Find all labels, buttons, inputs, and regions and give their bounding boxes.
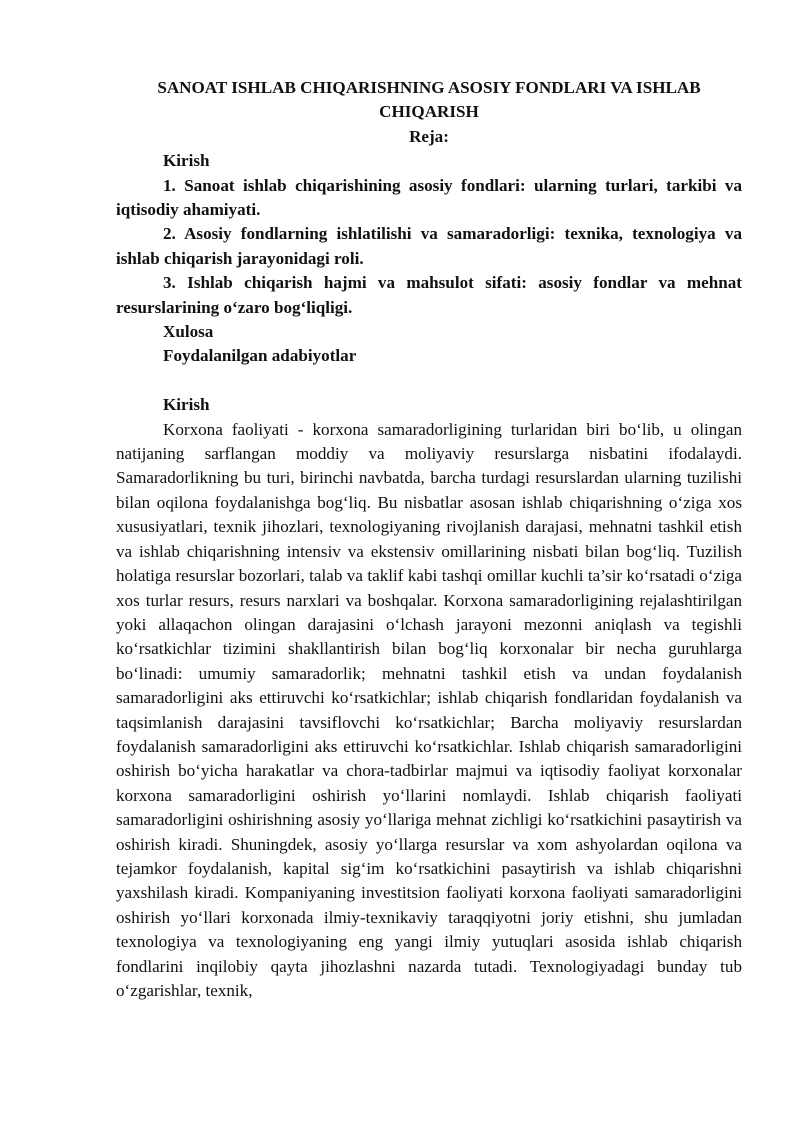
plan-item-conclusion: Xulosa <box>163 322 214 342</box>
section-heading: Kirish <box>163 395 210 415</box>
plan-item-references: Foydalanilgan adabiyotlar <box>163 346 357 366</box>
plan-heading: Reja: <box>409 126 449 146</box>
document-title: SANOAT ISHLAB CHIQARISHNING ASOSIY FONDLARI VA ISHLAB CHIQARISH <box>157 78 701 122</box>
section-paragraph: Korxona faoliyati - korxona samaradorligining turlaridan biri bo‘lib, u olingan natijaning sarflangan moddiy va moliyaviy resurslarga nisbatini ifodalaydi. Samaradorlikning bu turi, birinchi navbatda, barcha turdagi resurslardan ularning tuzilishi bilan oqilona foydalanishga bog‘liq. Bu nisbatlar asosan ishlab chiqarishning o‘ziga xos xususiyatlari, texnik jihozlari, texnologiyaning rivojlanish darajasi, mehnatni tashkil etish va ishlab chiqarishning intensiv va ekstensiv omillarining nisbati bilan bog‘liq. Tuzilish holatiga resurslar bozorlari, talab va taklif kabi tashqi omillar kuchli ta’sir ko‘rsatadi o‘ziga xos turlar resurs, resurs narxlari va boshqalar. Korxona samaradorligining rejalashtirilgan yoki allaqachon olingan darajasini o‘lchash jarayoni mezonni aniqlash va tegishli ko‘rsatkichlar tizimini shakllantirish bilan bog‘liq korxonalar bir necha guruhlarga bo‘linadi: umumiy samaradorlik; mehnatni tashkil etish va undan foydalanish samaradorligini aks ettiruvchi ko‘rsatkichlar; ishlab chiqarish fondlaridan foydalanish va taqsimlanish darajasini tavsiflovchi ko‘rsatkichlar; Barcha moliyaviy resurslardan foydalanish samaradorligini aks ettiruvchi ko‘rsatkichlar. Ishlab chiqarish samaradorligini oshirish bo‘yicha harakatlar va chora-tadbirlar majmui va iqtisodiy faoliyat korxonalar korxona samaradorligini oshirish yo‘llarini nomlaydi. Ishlab chiqarish faoliyati samaradorligini oshirishning asosiy yo‘llariga mehnat zichligi ko‘rsatkichini pasaytirish va oshirish kiradi. Shuningdek, asosiy yo‘llarga resurslar va xom ashyolardan oqilona va tejamkor foydalanish, kapital sig‘im ko‘rsatkichini pasaytirish va ishlab chiqarishni yaxshilash kiradi. Kompaniyaning investitsion faoliyati korxona faoliyati samaradorligini oshirish yo‘llari korxonada ilmiy-texnikaviy taraqqiyotni joriy etishni, shu jumladan texnologiya va texnologiyaning eng yangi ilmiy yutuqlari asosida ishlab chiqarish fondlarini inqilobiy qayta jihozlashni nazarda tutadi. Texnologiyadagi bunday tub o‘zgarishlar, texnik, <box>116 419 742 1001</box>
plan-item-2: 2. Asosiy fondlarning ishlatilishi va samaradorligi: texnika, texnologiya va ishlab chiqarish jarayonidagi roli. <box>116 224 742 268</box>
plan-item-intro: Kirish <box>163 151 210 171</box>
spacer <box>116 369 742 393</box>
plan-item-1: 1. Sanoat ishlab chiqarishining asosiy fondlari: ularning turlari, tarkibi va iqtisodiy ahamiyati. <box>116 175 742 220</box>
document-page <box>116 76 742 1003</box>
plan-item-3: 3. Ishlab chiqarish hajmi va mahsulot sifati: asosiy fondlar va mehnat resurslarining o‘zaro bog‘liqligi. <box>116 273 742 317</box>
